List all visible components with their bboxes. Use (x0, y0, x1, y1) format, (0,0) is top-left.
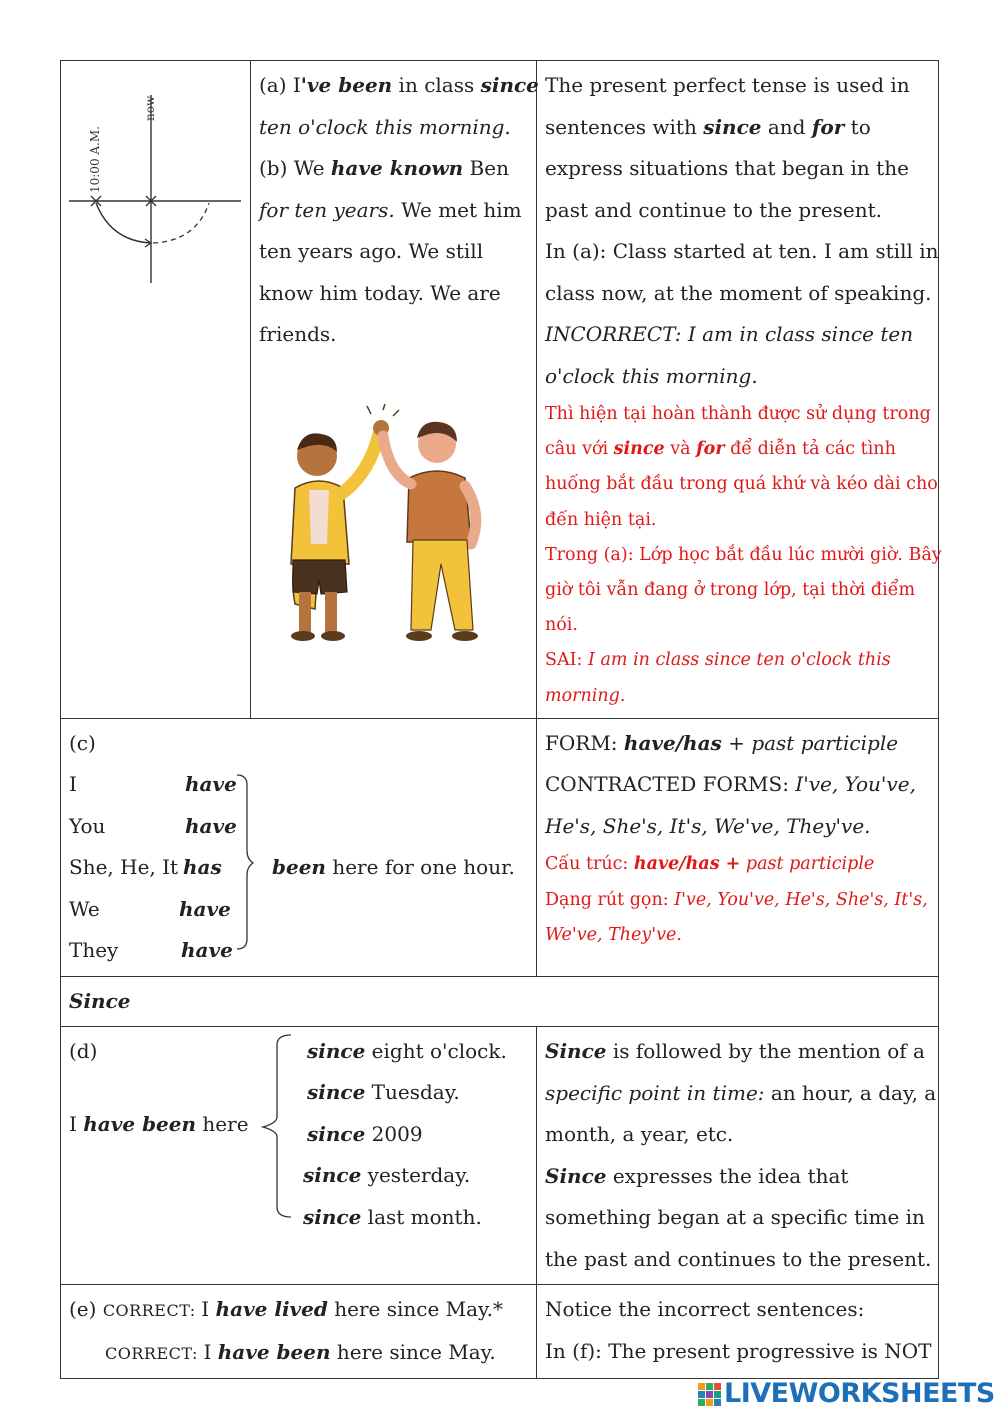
since-heading: Since (69, 988, 131, 1013)
vi-form-label: Cấu trúc: (545, 854, 634, 875)
example-b-line1 (259, 148, 528, 190)
explanation-incorrect-line2: o'clock this morning. (545, 363, 758, 388)
form-line (545, 723, 930, 765)
since-exp-line3: month, a year, etc. (545, 1122, 734, 1147)
vi-form-have-has: have/has + (633, 854, 741, 875)
since-item-2 (307, 1072, 460, 1114)
example-a-prefix: (a) I (259, 73, 301, 97)
vi-for: for (696, 439, 725, 460)
now-label: now (143, 95, 157, 121)
since-kw-3: since (307, 1122, 366, 1147)
vi-incorrect-label: SAI: (545, 650, 588, 671)
liveworksheets-logo[interactable] (698, 1378, 994, 1410)
since-exp-rest2: an hour, a day, a (764, 1080, 937, 1105)
since-exp-rest1: is followed by the mention of a (606, 1039, 925, 1064)
since-here: here (196, 1112, 249, 1137)
subject-row-she-he-it (69, 847, 528, 889)
since-have-been: have been (83, 1112, 197, 1137)
start-time-label: 10:00 A.M. (88, 126, 102, 193)
row-present-perfect-intro (61, 61, 939, 719)
vi-incorrect-text: I am in class since ten o'clock this (588, 650, 891, 671)
notice-cell (537, 1285, 939, 1379)
subject-row-they (69, 930, 528, 972)
vi-contracted-1: I've, You've, He's, She's, It's, (674, 889, 928, 910)
vi-explanation-line2 (545, 432, 930, 467)
example-b-rest2: ten years ago. We still (259, 239, 484, 263)
row-since-examples (61, 1027, 939, 1285)
liveworksheets-logo-icon (698, 1381, 722, 1409)
example-b-line2 (259, 190, 528, 232)
correct-label-2: CORRECT: (105, 1343, 204, 1363)
contracted-line1 (545, 764, 930, 806)
verb-they: have (181, 938, 233, 963)
subject-row-i (69, 764, 528, 806)
since-kw-1: since (307, 1039, 366, 1064)
vi-explanation-line4: đến hiện tại. (545, 509, 657, 530)
since-subject-i: I (69, 1112, 84, 1137)
correct-have-lived: have lived (215, 1297, 328, 1322)
contracted-forms-2: He's, She's, It's, We've, They've. (545, 813, 871, 838)
since-explanation-cell (537, 1027, 939, 1285)
contracted-label: CONTRACTED FORMS: (545, 772, 796, 797)
vi-explanation-line9: morning. (545, 685, 626, 706)
vi-explanation-line5: Trong (a): Lớp học bắt đầu lúc mười giờ. Bây (545, 544, 942, 565)
since-subject (69, 1104, 249, 1146)
subject-row-we (69, 889, 528, 931)
grammar-table (60, 60, 942, 1379)
explanation-for: for (811, 114, 845, 139)
example-b-rest4: friends. (259, 322, 337, 346)
verb-you: have (185, 813, 237, 838)
explanation-and: and (761, 114, 812, 139)
notice-line2: In (f): The present progressive is NOT (545, 1338, 932, 1363)
left-brace (259, 1033, 295, 1219)
vi-since: since (613, 439, 665, 460)
conjugation-rest: here for one hour. (325, 855, 515, 880)
form-past-participle: past participle (751, 730, 899, 755)
right-person-figure (383, 421, 478, 640)
timeline-cell (61, 61, 251, 719)
vi-explanation-line6: giờ tôi vẫn đang ở trong lớp, tại thời điểm (545, 580, 916, 601)
since-kw-2: since (307, 1080, 366, 1105)
example-b-mid: Ben (463, 156, 509, 180)
correct-l2a: I (203, 1339, 218, 1364)
since-item-1 (307, 1031, 507, 1073)
since-item-5 (303, 1197, 482, 1239)
since-rest-5: last month. (361, 1205, 482, 1230)
since-exp-line6: the past and continues to the present. (545, 1246, 932, 1271)
since-rest-1: eight o'clock. (365, 1039, 507, 1064)
since-item-4 (303, 1155, 470, 1197)
example-a-mid: in class (392, 73, 481, 97)
example-b-prefix: (b) We (259, 156, 331, 180)
right-brace (233, 771, 257, 953)
subject-row-you (69, 806, 528, 848)
correct-have-been: have been (217, 1339, 331, 1364)
explanation-line5: In (a): Class started at ten. I am still in (545, 239, 939, 263)
explanation-line4: past and continue to the present. (545, 197, 882, 222)
correct-line2 (69, 1332, 528, 1375)
correct-l1a: I (201, 1297, 216, 1322)
explanation-line6: class now, at the moment of speaking. (545, 280, 932, 305)
example-a-time: ten o'clock this morning. (259, 114, 511, 139)
subject-they: They (69, 938, 119, 963)
subject-we: We (69, 896, 100, 921)
explanation-since: since (703, 114, 762, 139)
vi-explanation-line8 (545, 643, 930, 678)
conjugation-cell (61, 718, 537, 976)
timeline-diagram (61, 61, 251, 301)
example-e-label: (e) (69, 1297, 103, 1322)
verb-i: have (185, 772, 237, 797)
explanation-line2 (545, 107, 930, 149)
notice-line1: Notice the incorrect sentences: (545, 1297, 865, 1322)
example-a-verb: 've been (300, 73, 393, 97)
past-arc (96, 203, 151, 243)
verb-she-he-it: has (183, 855, 222, 880)
since-rest-4: yesterday. (361, 1163, 471, 1188)
vi-explanation-line7: nói. (545, 615, 578, 636)
left-person-figure (291, 420, 389, 641)
verb-we: have (179, 896, 231, 921)
since-heading-cell (61, 976, 939, 1027)
subject-she-he-it: She, He, It (69, 855, 179, 880)
correct-l2b: here since May. (330, 1339, 496, 1364)
correct-examples-cell (61, 1285, 537, 1379)
since-kw-5: since (303, 1205, 362, 1230)
explanation-cell (537, 61, 942, 719)
future-arc (153, 203, 209, 243)
vi-explanation-line3: huống bắt đầu trong quá khứ và kéo dài cho (545, 474, 938, 495)
form-have-has: have/has (623, 730, 722, 755)
since-exp-line1 (545, 1031, 930, 1073)
correct-line1 (69, 1289, 528, 1332)
contracted-forms-1: I've, You've, (795, 772, 916, 797)
vi-contracted-label: Dạng rút gọn: (545, 889, 675, 910)
since-rest-2: Tuesday. (365, 1080, 460, 1105)
explanation-incorrect-line1: INCORRECT: I am in class since ten (545, 322, 914, 346)
clap-lines (367, 404, 399, 416)
example-d-label: (d) (69, 1039, 98, 1064)
friends-high-five-illustration (259, 404, 519, 654)
since-exp-kw2: Since (545, 1163, 607, 1188)
subject-you: You (69, 813, 106, 838)
example-a-since: since (480, 73, 539, 97)
explanation-to: to (844, 114, 871, 139)
vi-contracted-line1 (545, 883, 930, 918)
example-b-rest1: We met him (394, 197, 522, 222)
since-exp-line4 (545, 1156, 930, 1198)
since-examples-cell (61, 1027, 537, 1285)
explanation-line3: express situations that began in the (545, 156, 909, 180)
correct-l1b: here since May.* (327, 1297, 504, 1322)
example-c-label: (c) (69, 730, 96, 755)
row-correct-examples (61, 1285, 939, 1379)
subject-i: I (69, 772, 77, 797)
since-item-3 (307, 1114, 423, 1156)
example-a-line1 (259, 65, 539, 107)
vi-form-line (545, 847, 930, 882)
examples-cell (251, 61, 537, 719)
since-exp-line2 (545, 1073, 937, 1115)
example-b-rest3: know him today. We are (259, 280, 501, 305)
explanation-line1: The present perfect tense is used in (545, 73, 910, 97)
grammar-sheet (60, 60, 942, 1379)
example-b-for: for ten years. (259, 197, 395, 222)
vi-l2a: câu với (545, 439, 614, 460)
explanation-l2a: sentences with (545, 114, 704, 139)
vi-and: và (664, 439, 697, 460)
vi-explanation-line1: Thì hiện tại hoàn thành được sử dụng trong (545, 404, 931, 424)
been-word: been (272, 855, 326, 880)
since-exp-rest4: expresses the idea that (606, 1163, 849, 1188)
liveworksheets-brand-text: LIVEWORKSHEETS (724, 1378, 995, 1409)
vi-l2b: để diễn tả các tình (724, 439, 896, 460)
vi-contracted-2: We've, They've. (545, 924, 682, 945)
conjugation-result (272, 847, 515, 889)
row-since-heading (61, 976, 939, 1027)
since-rest-3: 2009 (365, 1122, 423, 1147)
since-exp-line5: something began at a specific time in (545, 1205, 925, 1230)
form-plus: + (721, 730, 752, 755)
since-kw-4: since (303, 1163, 362, 1188)
correct-label-1: CORRECT: (102, 1301, 202, 1321)
form-label: FORM: (545, 730, 624, 755)
vi-form-pp: past participle (740, 854, 875, 875)
example-b-verb: have known (330, 156, 464, 180)
form-explanation-cell (537, 718, 939, 976)
row-conjugation (61, 718, 939, 976)
since-exp-specific-point: specific point in time: (545, 1080, 765, 1105)
since-exp-kw1: Since (545, 1039, 607, 1064)
